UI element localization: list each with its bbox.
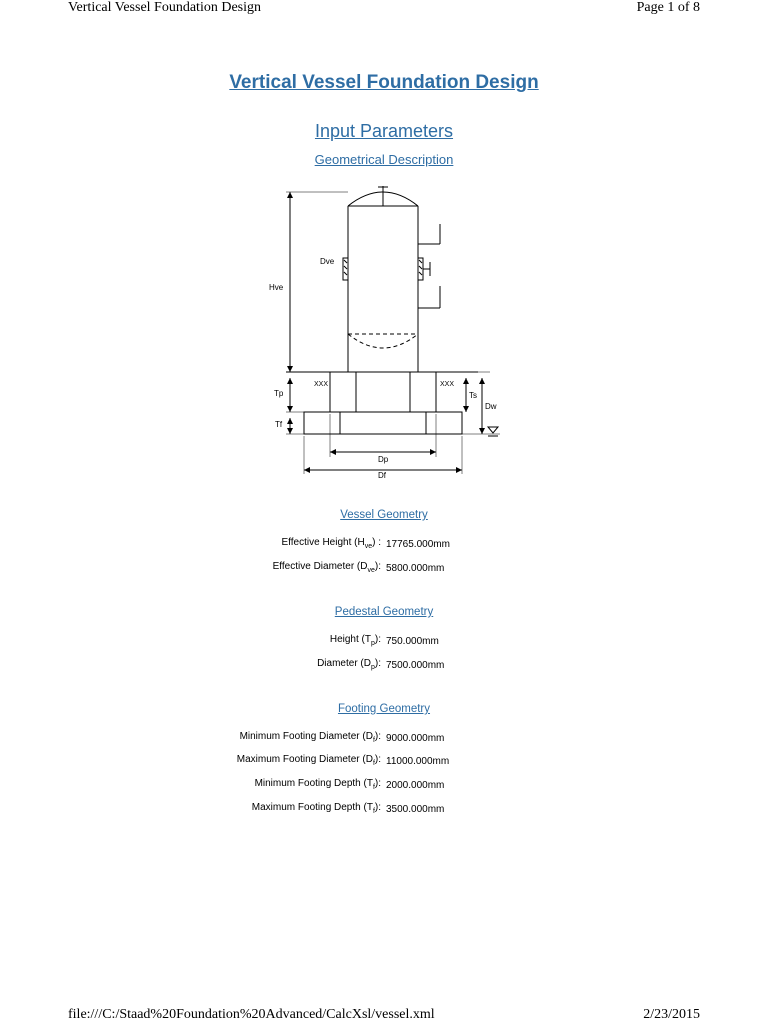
print-footer — [68, 1007, 700, 1024]
param-value: 2000.000mm — [386, 780, 445, 791]
page-number: Page 1 of 8 — [636, 0, 700, 15]
section-title-footing-geometry: Footing Geometry — [337, 703, 431, 715]
param-value: 17765.000mm — [386, 539, 450, 550]
section-title-geometrical-description: Geometrical Description — [314, 152, 454, 167]
param-max-footing-diameter — [0, 754, 768, 770]
label-hve: Hve — [269, 283, 284, 292]
param-effective-diameter — [0, 561, 768, 577]
page-title: Vertical Vessel Foundation Design — [229, 72, 539, 93]
param-value: 9000.000mm — [386, 733, 445, 744]
param-label: Maximum Footing Depth $(T_f)$: — [251, 802, 381, 815]
section-title-input-parameters: Input Parameters — [314, 121, 454, 141]
param-value: 750.000mm — [386, 636, 439, 647]
param-label: Effective Height $(H_{ve})$ : — [281, 537, 381, 550]
param-label: Maximum Footing Diameter $(D_f)$: — [236, 754, 381, 767]
section-title-pedestal-geometry: Pedestal Geometry — [334, 606, 434, 618]
file-url: file:///C:/Staad%20Foundation%20Advanced/CalcXsl/vessel.xml — [68, 1007, 435, 1022]
print-header — [68, 0, 700, 20]
label-dp: Dp — [378, 455, 389, 464]
param-label: Effective Diameter $(D_{ve})$: — [272, 561, 381, 574]
vessel-foundation-diagram — [260, 182, 510, 487]
param-value: 7500.000mm — [386, 660, 445, 671]
label-dve: Dve — [320, 257, 335, 266]
param-label: Diameter $(D_p)$: — [317, 658, 381, 671]
label-tf: Tf — [275, 420, 283, 429]
pedestal — [330, 372, 436, 412]
param-label: Height $(T_p)$: — [329, 634, 381, 647]
param-label: Minimum Footing Depth $(T_f)$: — [254, 778, 381, 791]
print-date: 2/23/2015 — [643, 1007, 700, 1022]
svg-text:XXX: XXX — [440, 381, 455, 388]
param-min-footing-diameter — [0, 731, 768, 747]
param-pedestal-diameter — [0, 658, 768, 674]
param-label: Minimum Footing Diameter $(D_f)$: — [239, 731, 381, 744]
param-value: 11000.000mm — [386, 756, 450, 767]
label-tp: Tp — [274, 389, 284, 398]
param-value: 5800.000mm — [386, 563, 445, 574]
svg-text:XXX: XXX — [314, 381, 329, 388]
label-ts: Ts — [469, 391, 477, 400]
param-min-footing-depth — [0, 778, 768, 794]
param-effective-height — [0, 537, 768, 553]
param-max-footing-depth — [0, 802, 768, 818]
param-pedestal-height — [0, 634, 768, 650]
section-title-vessel-geometry: Vessel Geometry — [340, 509, 428, 521]
label-dw: Dw — [485, 402, 497, 411]
param-value: 3500.000mm — [386, 804, 445, 815]
footing — [304, 412, 462, 434]
print-header-title: Vertical Vessel Foundation Design — [68, 0, 261, 15]
label-df: Df — [378, 471, 386, 480]
